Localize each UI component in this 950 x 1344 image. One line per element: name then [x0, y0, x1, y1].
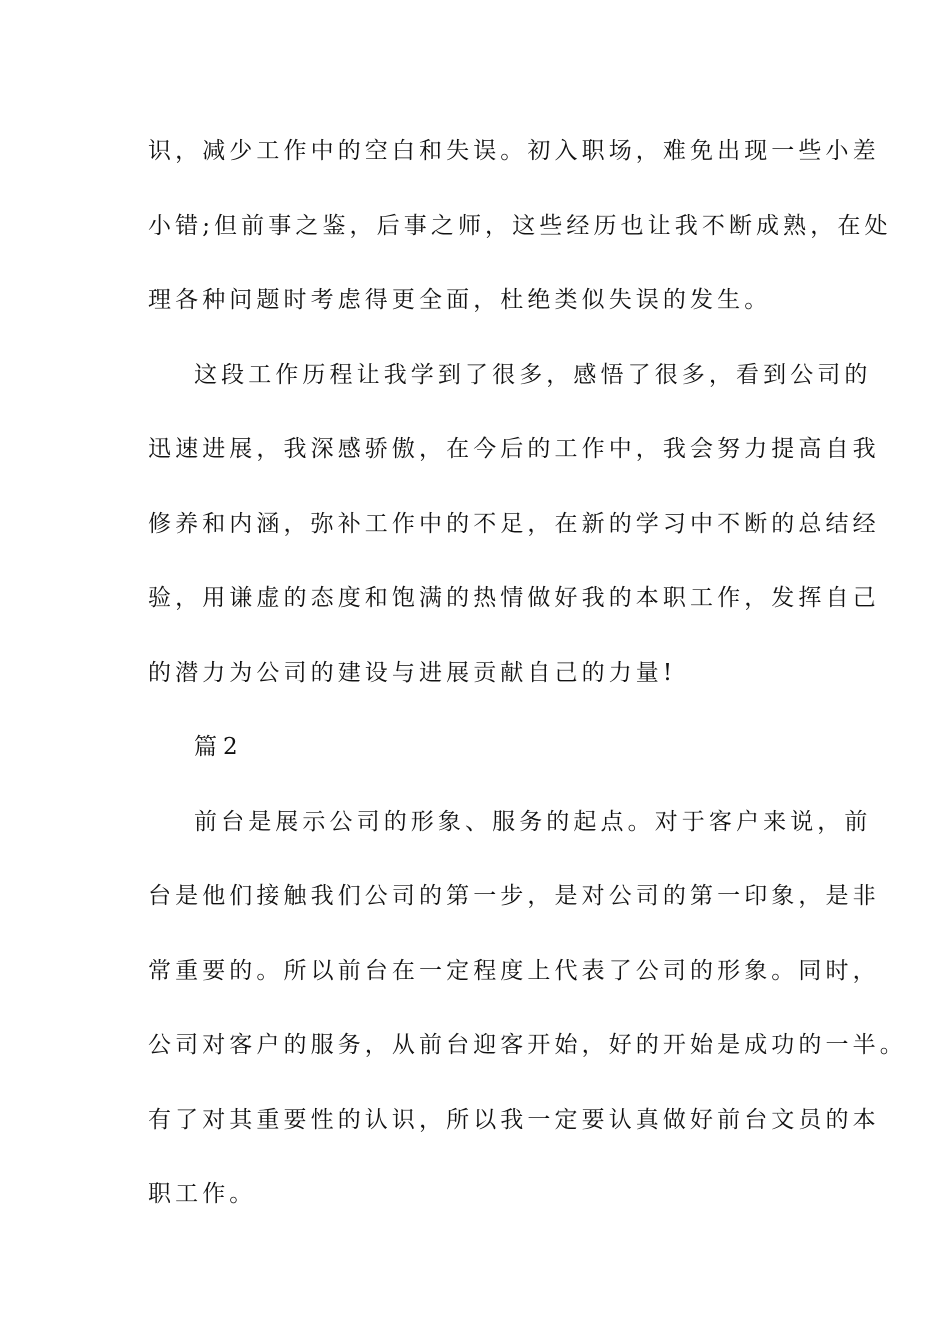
section-heading: 篇2 — [194, 734, 244, 760]
paragraph-line: 理各种问题时考虑得更全面，杜绝类似失误的发生。 — [148, 287, 772, 313]
paragraph-line: 这段工作历程让我学到了很多，感悟了很多，看到公司的 — [194, 362, 872, 388]
paragraph-line: 台是他们接触我们公司的第一步，是对公司的第一印象，是非 — [148, 883, 880, 909]
paragraph-line: 有了对其重要性的认识，所以我一定要认真做好前台文员的本 — [148, 1107, 880, 1133]
paragraph-line: 验，用谦虚的态度和饱满的热情做好我的本职工作，发挥自己 — [148, 585, 880, 611]
paragraph-line: 修养和内涵，弥补工作中的不足，在新的学习中不断的总结经 — [148, 511, 880, 537]
paragraph-line: 迅速进展，我深感骄傲，在今后的工作中，我会努力提高自我 — [148, 436, 880, 462]
paragraph-line: 的潜力为公司的建设与进展贡献自己的力量! — [148, 660, 677, 686]
paragraph-line: 公司对客户的服务，从前台迎客开始，好的开始是成功的一半。 — [148, 1032, 907, 1058]
paragraph-line: 前台是展示公司的形象、服务的起点。对于客户来说，前 — [194, 809, 872, 835]
paragraph-line: 常重要的。所以前台在一定程度上代表了公司的形象。同时， — [148, 958, 880, 984]
paragraph-line: 识，减少工作中的空白和失误。初入职场，难免出现一些小差 — [148, 138, 880, 164]
paragraph-line: 小错;但前事之鉴，后事之师，这些经历也让我不断成熟，在处 — [148, 213, 892, 239]
paragraph-line: 职工作。 — [148, 1181, 257, 1207]
